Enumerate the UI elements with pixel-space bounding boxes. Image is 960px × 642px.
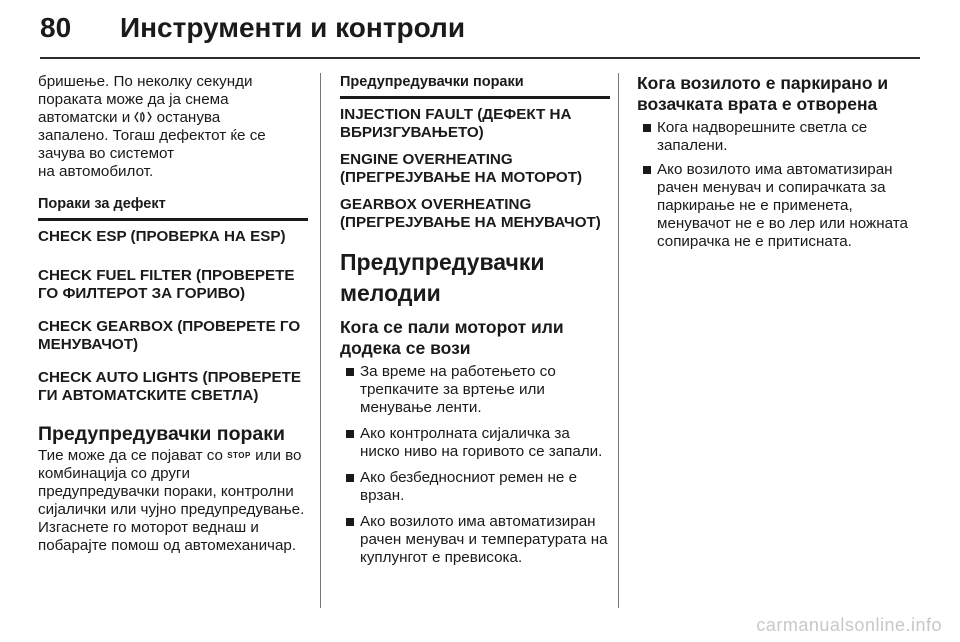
message-item: ENGINE OVERHEATING (ПРЕГРЕЈУВАЊЕ НА МОТОРОТ) bbox=[340, 151, 583, 186]
bullet-square-icon bbox=[346, 368, 354, 376]
column-right bbox=[637, 73, 922, 257]
column-divider bbox=[618, 73, 619, 608]
light-warning-icon bbox=[134, 110, 152, 124]
warning-messages-heading: Предупредувачки пораки bbox=[38, 423, 285, 445]
warning-paragraph: Тие може да се појават со STOP или во комбинација со други предупредувачки пораки, контролни сијалички или чујно предупредување. Изгаснете го моторот веднаш и побарајте помош од автомеханичар. bbox=[38, 447, 305, 554]
message-item: CHECK AUTO LIGHTS (ПРОВЕРЕТЕ ГИ АВТОМАТСКИТЕ СВЕТЛА) bbox=[38, 369, 302, 404]
column-middle bbox=[340, 73, 610, 575]
header-divider bbox=[40, 57, 920, 59]
watermark: carmanualsonline.info bbox=[756, 615, 942, 635]
driving-bullet-list bbox=[340, 363, 610, 567]
parked-heading: Кога возилото е паркирано и возачката врата е отворена bbox=[637, 73, 889, 114]
list-item: За време на работењето со трепкачите за вртење или менување ленти. bbox=[340, 363, 610, 417]
message-item: INJECTION FAULT (ДЕФЕКТ НА ВБРИЗГУВАЊЕТО) bbox=[340, 106, 572, 141]
bullet-square-icon bbox=[346, 430, 354, 438]
intro-paragraph: бришење. По неколку секунди пораката може да ја снема автоматски и останува запалено. Тогаш дефектот ќе се зачува во системот на автомобилот. bbox=[38, 73, 266, 180]
page-title: Инструменти и контроли bbox=[120, 12, 466, 43]
page-header bbox=[40, 12, 920, 56]
message-item: CHECK FUEL FILTER (ПРОВЕРЕТЕ ГО ФИЛТЕРОТ ЗА ГОРИВО) bbox=[38, 267, 295, 302]
list-item: Ако возилото има автоматизиран рачен менувач и температурата на куплунгот е превисока. bbox=[340, 513, 610, 567]
bullet-square-icon bbox=[643, 124, 651, 132]
bullet-square-icon bbox=[346, 518, 354, 526]
parked-bullet-list bbox=[637, 119, 922, 251]
message-item: CHECK ESP (ПРОВЕРКА НА ESP) bbox=[38, 228, 286, 245]
column-divider bbox=[320, 73, 321, 608]
list-item: Кога надворешните светла се запалени. bbox=[637, 119, 922, 155]
column-left bbox=[38, 73, 308, 555]
list-item: Ако возилото има автоматизиран рачен менувач и сопирачката за паркирање не е применета, менувачот не е во лер или ножната сопирачка не е притисната. bbox=[637, 161, 922, 251]
bullet-square-icon bbox=[643, 166, 651, 174]
driving-heading: Кога се пали моторот или додека се вози bbox=[340, 317, 564, 358]
section-label-warnings: Предупредувачки пораки bbox=[340, 74, 524, 90]
section-label-faults: Пораки за дефект bbox=[38, 196, 166, 212]
warning-chimes-heading: Предупредувачки мелодии bbox=[340, 249, 545, 306]
message-item: GEARBOX OVERHEATING (ПРЕГРЕЈУВАЊЕ НА МЕНУВАЧОТ) bbox=[340, 196, 601, 231]
list-item: Ако безбедносниот ремен не е врзан. bbox=[340, 469, 610, 505]
section-rule bbox=[38, 218, 308, 221]
page-number: 80 bbox=[40, 12, 72, 43]
stop-icon: STOP bbox=[227, 451, 251, 460]
message-item: CHECK GEARBOX (ПРОВЕРЕТЕ ГО МЕНУВАЧОТ) bbox=[38, 318, 301, 353]
list-item: Ако контролната сијаличка за ниско ниво на горивото се запали. bbox=[340, 425, 610, 461]
section-rule bbox=[340, 96, 610, 99]
bullet-square-icon bbox=[346, 474, 354, 482]
